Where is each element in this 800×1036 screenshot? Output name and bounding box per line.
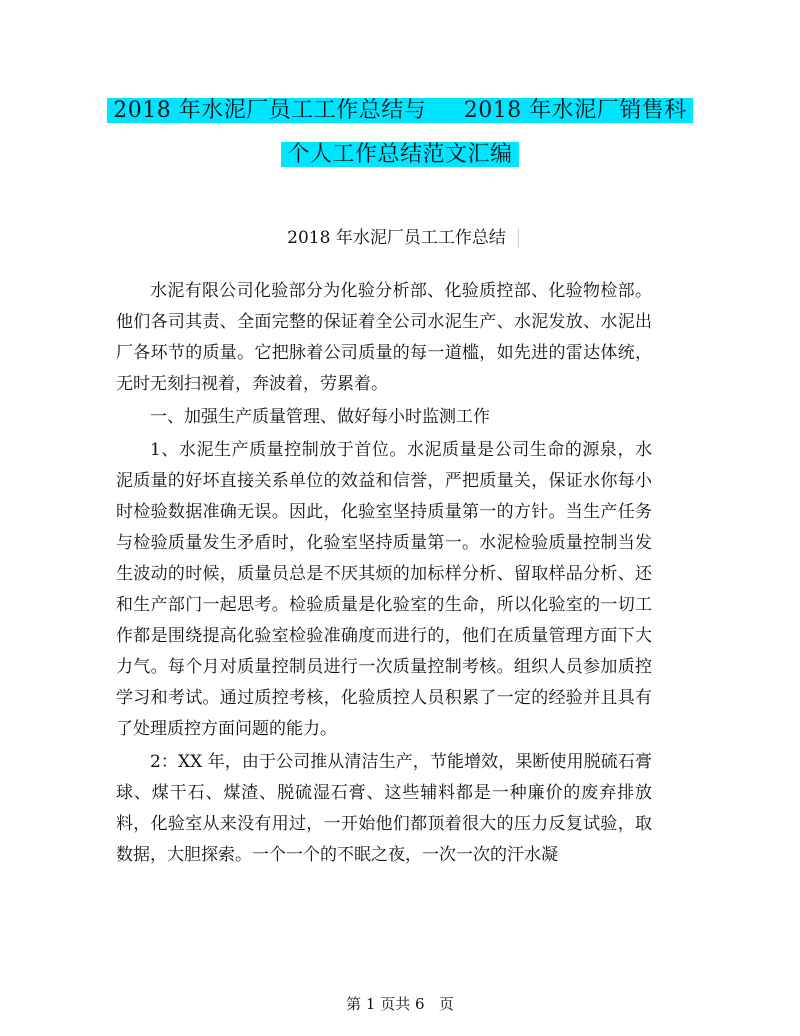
page-footer: 第 1 页共 6 页 [346, 995, 454, 1013]
section-subtitle [0, 224, 800, 252]
title-highlight-2: 个人工作总结范文汇编 [281, 142, 518, 167]
document-body [116, 276, 652, 873]
paragraph-item-1: 1、水泥生产质量控制放于首位。水泥质量是公司生命的源泉，水泥质量的好坏直接关系单位的效益和信誉，严把质量关，保证水你每小时检验数据准确无误。因此，化验室坚持质量第一的方针。当生产任务与检验质量发生矛盾时，化验室坚持质量第一。水泥检验质量控制当发生波动的时候，质量员总是不厌其烦的加标样分析、留取样品分析、还和生产部门一起思考。检验质量是化验室的生命，所以化验室的一切工作都是围绕提高化验室检验准确度而进行的，他们在质量管理方面下大力气。每个月对质量控制员进行一次质量控制考核。组织人员参加质控学习和考试。通过质控考核，化验质控人员积累了一定的经验并且具有了处理质控方面问题的能力。 [116, 440, 652, 739]
document-title-line-2 [0, 138, 800, 172]
document-title-line-1 [0, 94, 800, 128]
paragraph-item-2: 2：XX 年，由于公司推从清洁生产，节能增效，果断使用脱硫石膏球、煤干石、煤渣、脱硫湿石膏、这些辅料都是一种廉价的废弃排放料，化验室从来没有用过，一开始他们都顶着很大的压力反复试验，取数据，大胆探索。一个一个的不眠之夜，一次一次的汗水凝 [116, 752, 652, 865]
paragraph-intro: 水泥有限公司化验部分为化验分析部、化验质控部、化验物检部。他们各司其责、全面完整的保证着全公司水泥生产、水泥发放、水泥出厂各环节的质量。它把脉着公司质量的每一道槛，如先进的雷达体统，无时无刻扫视着，奔波着，劳累着。 [116, 281, 652, 394]
paragraph-section-heading: 一、加强生产质量管理、做好每小时监测工作 [150, 407, 490, 427]
title-highlight-1: 2018 年水泥厂员工工作总结与 2018 年水泥厂销售科 [107, 98, 692, 123]
section-subtitle-text: 2018 年水泥厂员工工作总结 [281, 228, 519, 248]
